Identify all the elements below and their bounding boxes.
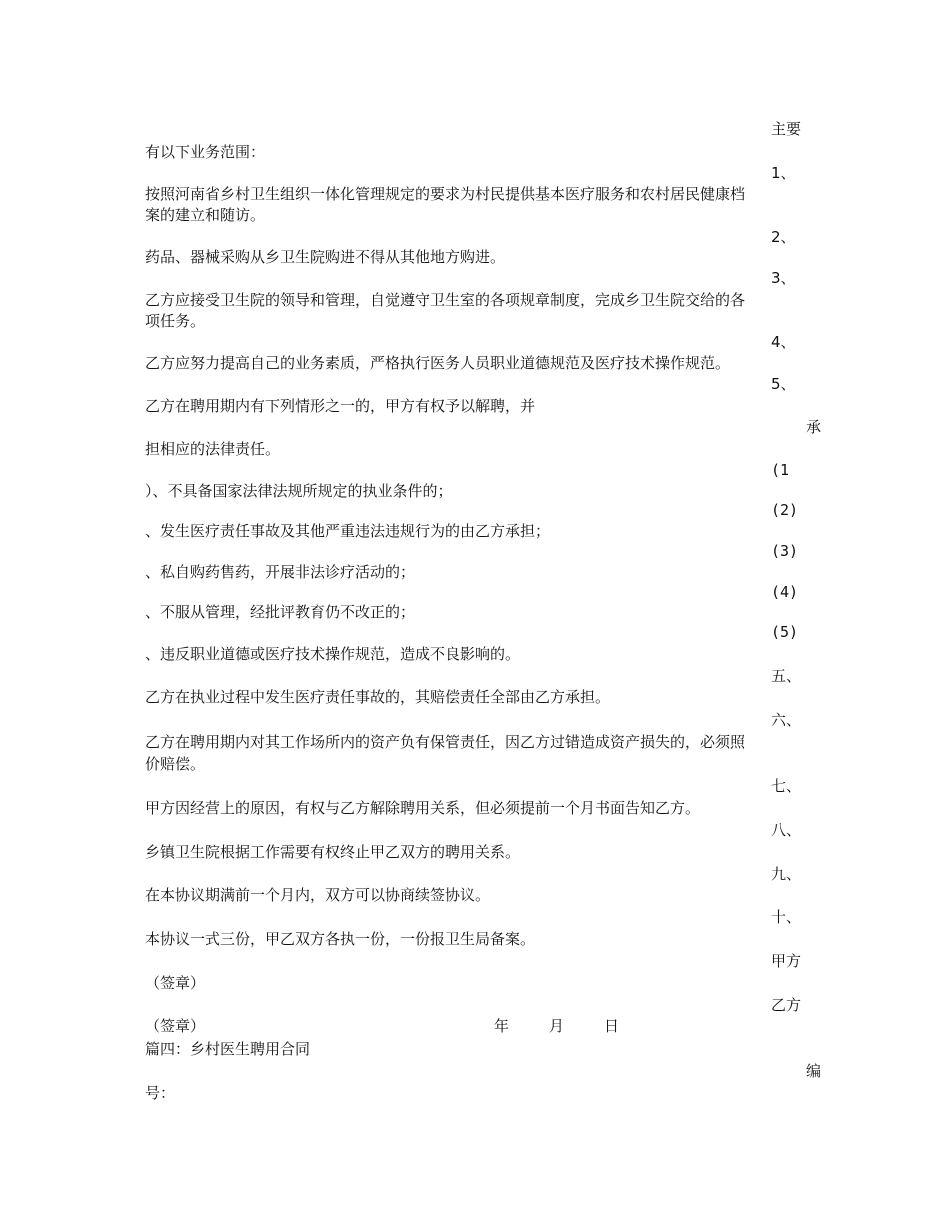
item-number: 5、 — [771, 375, 796, 393]
heading-fragment: 主要 — [771, 120, 802, 138]
wrapped-fragment: 编 — [806, 1062, 822, 1080]
paragraph-line: 乙方应努力提高自己的业务素质，严格执行医务人员职业道德规范及医疗技术操作规范。 — [145, 354, 731, 372]
party-b-label: 乙方 — [771, 996, 802, 1014]
sub-item-number: (2) — [771, 501, 799, 519]
date-day-label: 日 — [604, 1017, 620, 1035]
item-number: 八、 — [771, 821, 802, 839]
paragraph-line: 乙方在执业过程中发生医疗责任事故的，其赔偿责任全部由乙方承担。 — [145, 688, 611, 706]
sub-item-number: (5) — [771, 623, 799, 641]
item-number: 六、 — [771, 711, 802, 729]
paragraph-line: 乙方在聘用期内有下列情形之一的，甲方有权予以解聘，并 — [145, 397, 536, 415]
section-heading: 篇四：乡村医生聘用合同 — [145, 1040, 311, 1058]
paragraph-line: 、发生医疗责任事故及其他严重违法违规行为的由乙方承担； — [145, 522, 551, 540]
paragraph-line: 本协议一式三份，甲乙双方各执一份，一份报卫生局备案。 — [145, 930, 536, 948]
item-number: 2、 — [771, 228, 796, 246]
wrapped-fragment: 承 — [806, 418, 822, 436]
paragraph-line: 按照河南省乡村卫生组织一体化管理规定的要求为村民提供基本医疗服务和农村居民健康档 — [145, 185, 746, 203]
signature-seal-label: （签章） — [145, 974, 206, 992]
item-number: 九、 — [771, 865, 802, 883]
party-a-label: 甲方 — [771, 952, 802, 970]
signature-seal-label: （签章） — [145, 1017, 206, 1035]
item-number: 4、 — [771, 333, 796, 351]
item-number: 3、 — [771, 269, 796, 287]
item-number: 十、 — [771, 908, 802, 926]
paragraph-line: 案的建立和随访。 — [145, 206, 266, 224]
paragraph-line: 甲方因经营上的原因，有权与乙方解除聘用关系，但必须提前一个月书面告知乙方。 — [145, 799, 701, 817]
paragraph-line: 价赔偿。 — [145, 755, 206, 773]
paragraph-line: 乙方应接受卫生院的领导和管理，自觉遵守卫生室的各项规章制度，完成乡卫生院交给的各 — [145, 291, 746, 309]
sub-item-number: (1 — [771, 461, 790, 479]
paragraph-line: 项任务。 — [145, 312, 206, 330]
paragraph-line: 药品、器械采购从乡卫生院购进不得从其他地方购进。 — [145, 248, 506, 266]
item-number: 1、 — [771, 164, 796, 182]
paragraph-line: ）、不具备国家法律法规所规定的执业条件的； — [145, 482, 453, 500]
paragraph-line: 、不服从管理，经批评教育仍不改正的； — [145, 603, 416, 621]
paragraph-line: 乙方在聘用期内对其工作场所内的资产负有保管责任，因乙方过错造成资产损失的，必须照 — [145, 733, 746, 751]
date-year-label: 年 — [494, 1017, 510, 1035]
paragraph-line: 在本协议期满前一个月内，双方可以协商续签协议。 — [145, 886, 491, 904]
paragraph-line: 、违反职业道德或医疗技术操作规范，造成不良影响的。 — [145, 645, 521, 663]
sub-item-number: (4) — [771, 583, 799, 601]
date-month-label: 月 — [549, 1017, 565, 1035]
paragraph-line: 乡镇卫生院根据工作需要有权终止甲乙双方的聘用关系。 — [145, 843, 521, 861]
paragraph-line: 担相应的法律责任。 — [145, 440, 281, 458]
paragraph-line: 号： — [145, 1084, 176, 1102]
sub-item-number: (3) — [771, 542, 799, 560]
paragraph-line: 有以下业务范围： — [145, 143, 266, 161]
item-number: 五、 — [771, 667, 802, 685]
item-number: 七、 — [771, 777, 802, 795]
paragraph-line: 、私自购药售药，开展非法诊疗活动的； — [145, 563, 416, 581]
